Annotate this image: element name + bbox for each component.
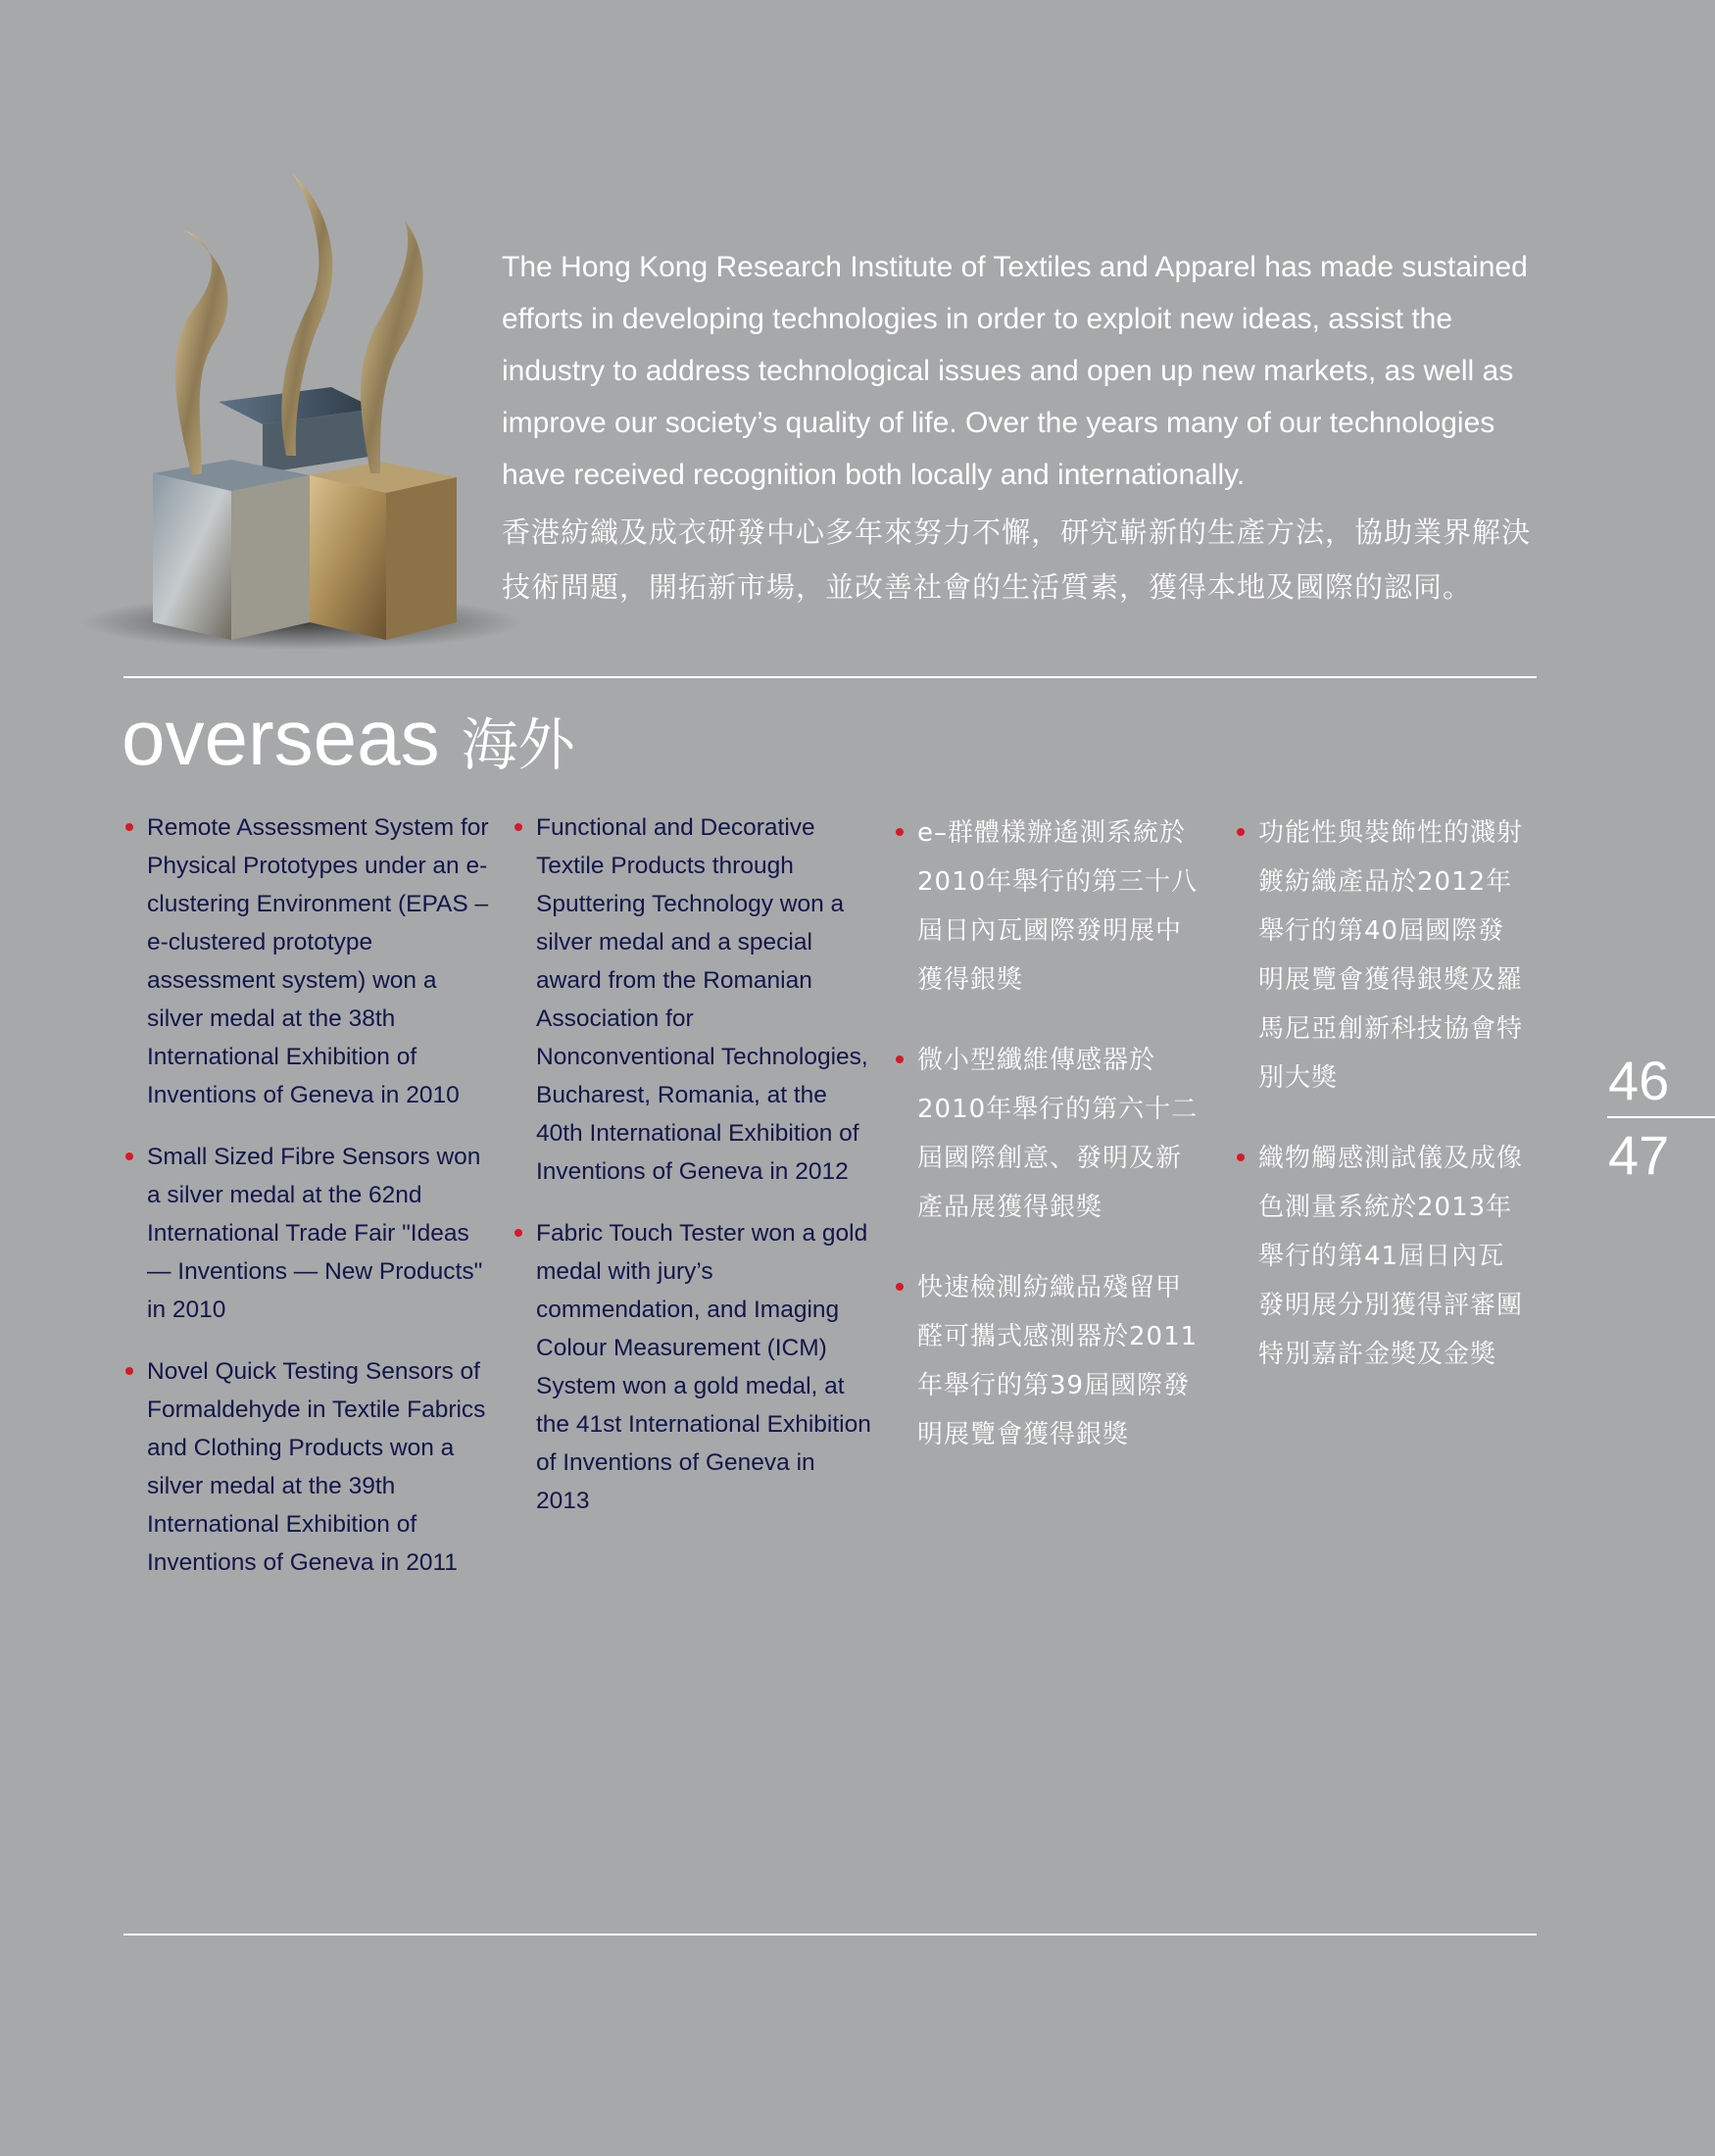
section-title-chinese: 海外: [461, 711, 575, 778]
list-item: 快速檢測紡織品殘留甲醛可攜式感測器於2011年舉行的第39屆國際發明展覽會獲得銀獎: [894, 1263, 1207, 1459]
list-item: Fabric Touch Tester won a gold medal with jury’s commendation, and Imaging Colour Measurement (ICM) System won a gold medal, at the 41st International Exhibition of Inventions of Geneva in 2013: [513, 1214, 871, 1520]
list-item: 微小型纖維傳感器於2010年舉行的第六十二屆國際創意、發明及新產品展獲得銀獎: [894, 1036, 1207, 1232]
list-item: Remote Assessment System for Physical Prototypes under an e-clustering Environment (EPAS – e-clustered prototype assessment system) won a silver medal at the 38th International Exhibition of Inventions of Geneva in 2010: [123, 808, 496, 1114]
section-title: [122, 691, 575, 792]
divider-top: [123, 676, 1537, 678]
awards-list-chinese-1: [894, 808, 1207, 1491]
divider-bottom: [123, 1934, 1537, 1936]
trophy-illustration: [76, 162, 527, 662]
page-number-divider: [1607, 1116, 1715, 1118]
list-item: e–群體樣辦遙測系統於2010年舉行的第三十八屆日內瓦國際發明展中獲得銀獎: [894, 808, 1207, 1004]
section-title-english: overseas: [122, 694, 440, 781]
awards-list-english-2: [513, 808, 871, 1544]
awards-list-english-1: [123, 808, 496, 1605]
awards-list-chinese-2: [1235, 808, 1529, 1410]
list-item: Functional and Decorative Textile Products through Sputtering Technology won a silver medal and a special award from the Romanian Association for Nonconventional Technologies, Bucharest, Romania, at the 40th International Exhibition of Inventions of Geneva in 2012: [513, 808, 871, 1191]
page-number-left: 46: [1608, 1050, 1670, 1111]
intro-block: [502, 241, 1541, 614]
intro-chinese: 香港紡織及成衣研發中心多年來努力不懈，研究嶄新的生產方法，協助業界解決技術問題，開拓新市場，並改善社會的生活質素，獲得本地及國際的認同。: [502, 515, 1532, 604]
intro-english: The Hong Kong Research Institute of Textiles and Apparel has made sustained efforts in developing technologies in order to exploit new ideas, assist the industry to address technological issues and open up new markets, as well as improve our society’s quality of life. Over the years many of our technologies have received recognition both locally and internationally.: [502, 251, 1528, 491]
list-item: 織物觸感測試儀及成像色測量系統於2013年舉行的第41屆日內瓦發明展分別獲得評審團特別嘉許金獎及金獎: [1235, 1134, 1529, 1379]
page-number-right: 47: [1608, 1124, 1670, 1186]
list-item: Novel Quick Testing Sensors of Formaldehyde in Textile Fabrics and Clothing Products won a silver medal at the 39th International Exhibition of Inventions of Geneva in 2011: [123, 1352, 496, 1582]
list-item: Small Sized Fibre Sensors won a silver medal at the 62nd International Trade Fair "Ideas — Inventions — New Products" in 2010: [123, 1138, 496, 1329]
list-item: 功能性與裝飾性的濺射鍍紡織產品於2012年舉行的第40屆國際發明展覽會獲得銀獎及羅馬尼亞創新科技協會特別大獎: [1235, 808, 1529, 1102]
